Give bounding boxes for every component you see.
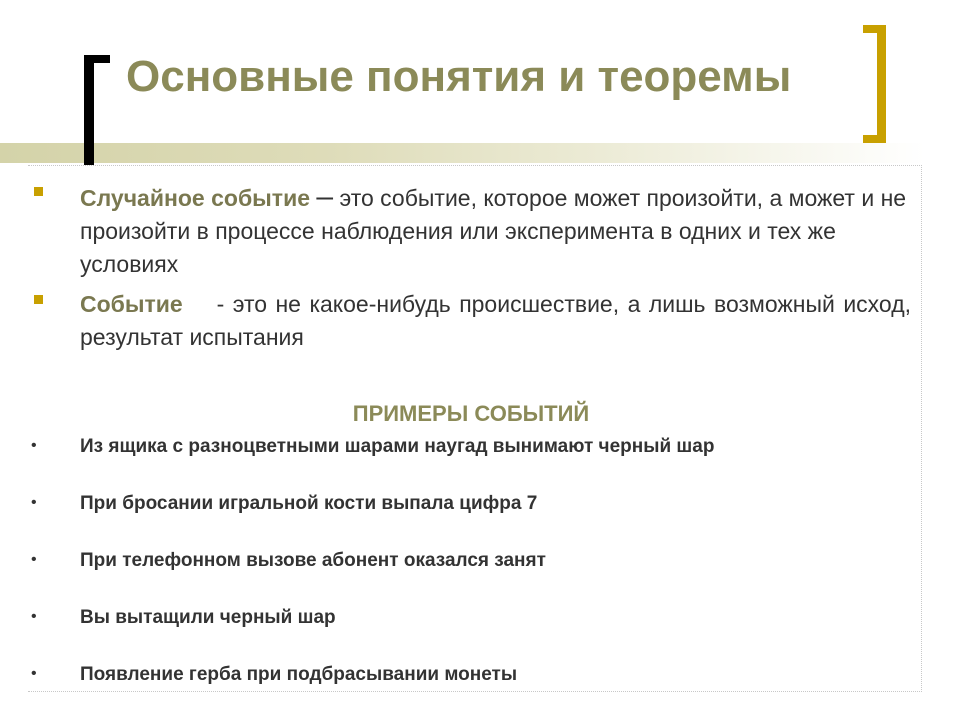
round-bullet-icon: • [31, 551, 37, 568]
definition-text: это не какое-нибудь происшествие, а лишь возможный исход, результат испытания [80, 291, 911, 350]
definition-text: это событие, которое может произойти, а может и не произойти в процессе наблюдения или эксперимента в одних и тех же условиях [80, 185, 907, 277]
square-bullet-icon [34, 187, 43, 196]
title-underline-band [0, 143, 925, 163]
examples-heading: ПРИМЕРЫ СОБЫТИЙ [352, 401, 590, 426]
definition-term: Случайное событие [80, 185, 310, 211]
round-bullet-icon: • [31, 494, 37, 511]
definition-event [80, 288, 911, 354]
example-item: При бросании игральной кости выпала цифра 7 [80, 493, 538, 514]
definition-separator: - [216, 291, 225, 317]
example-item: Появление герба при подбрасывании монеты [80, 664, 518, 685]
round-bullet-icon: • [31, 437, 37, 454]
definition-term: Событие [80, 291, 183, 317]
definition-random-event [80, 180, 911, 281]
example-item: Вы вытащили черный шар [80, 607, 336, 628]
slide-title: Основные понятия и теоремы [126, 52, 792, 101]
right-bracket-decoration [877, 25, 886, 143]
left-bracket-decoration [84, 55, 94, 165]
definition-separator: – [316, 180, 334, 213]
example-item: Из ящика с разноцветными шарами наугад вынимают черный шар [80, 436, 715, 457]
example-item: При телефонном вызове абонент оказался занят [80, 550, 546, 571]
square-bullet-icon [34, 295, 43, 304]
round-bullet-icon: • [31, 608, 37, 625]
round-bullet-icon: • [31, 665, 37, 682]
